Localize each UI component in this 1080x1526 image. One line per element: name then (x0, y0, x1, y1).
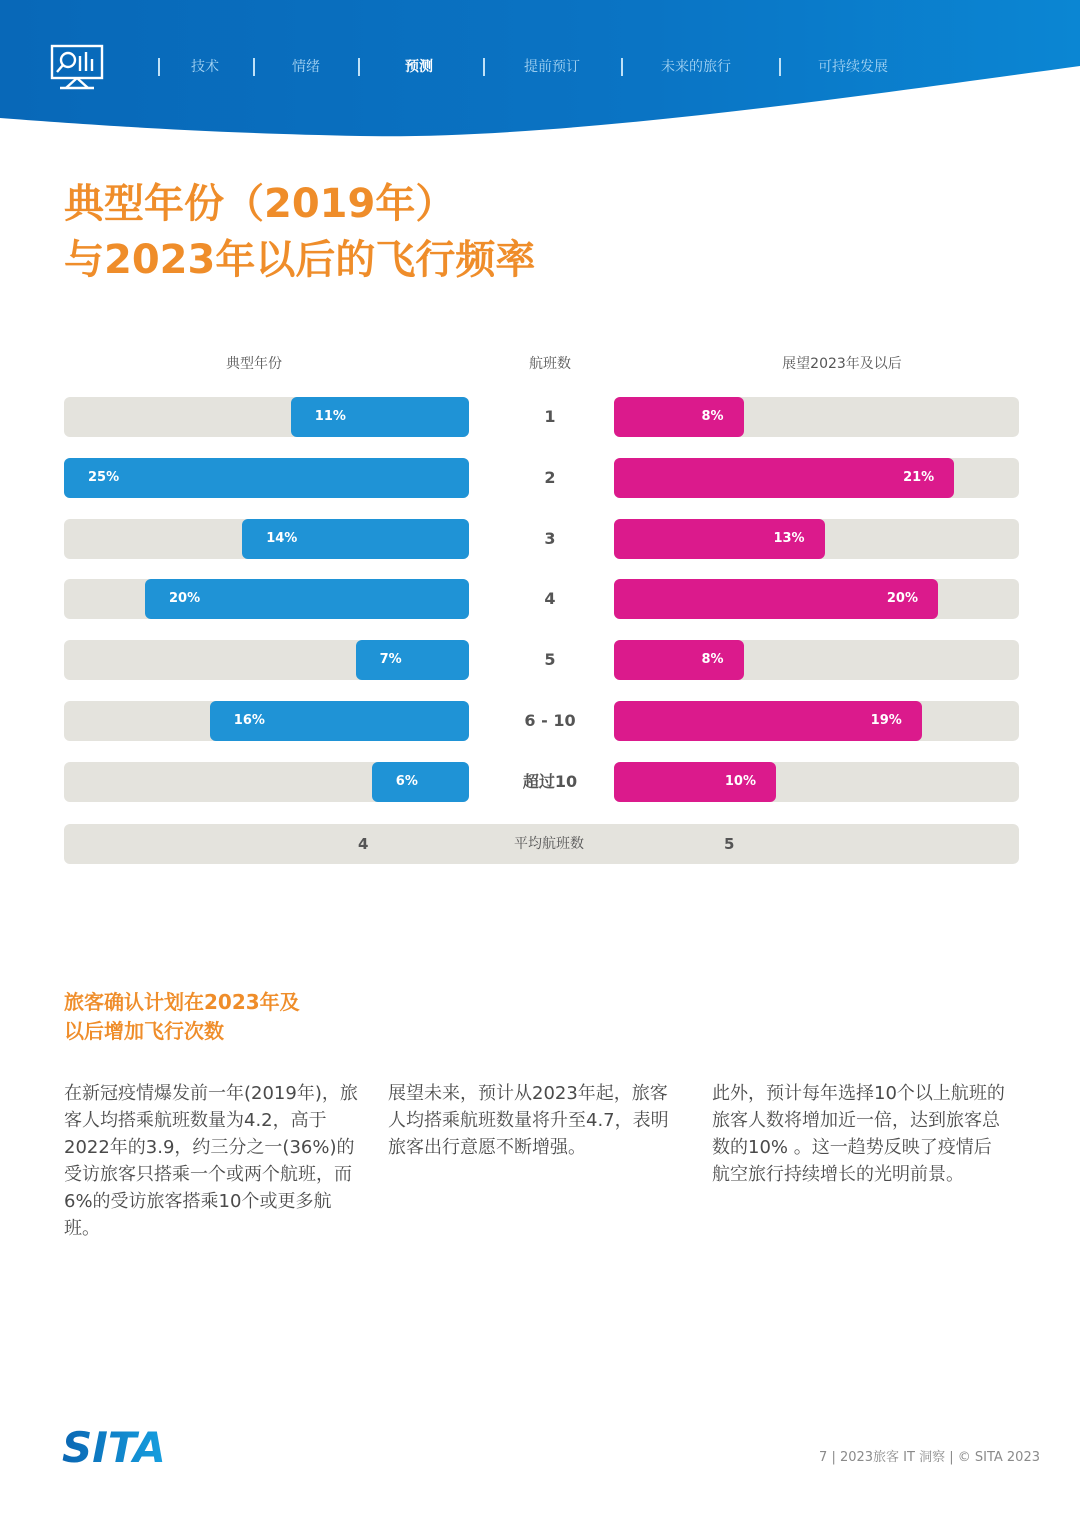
nav-item-tech[interactable]: 技术 (191, 59, 219, 75)
page-footer-info: 7 | 2023旅客 IT 洞察 | © SITA 2023 (819, 1450, 1040, 1465)
nav-item-forecast[interactable]: 预测 (405, 59, 433, 75)
outlook-2023-bar (614, 640, 744, 680)
average-left-value: 4 (358, 835, 369, 853)
flight-count-category: 1 (544, 407, 556, 426)
nav-item-sentiment[interactable]: 情绪 (292, 59, 320, 75)
typical-year-value-label: 16% (233, 713, 265, 728)
section-heading-line-2: 以后增加飞行次数 (64, 1019, 224, 1043)
right-bar-track (614, 640, 1019, 680)
typical-year-value-label: 11% (314, 409, 346, 424)
outlook-2023-bar (614, 701, 922, 741)
right-bar-track (614, 579, 1019, 619)
outlook-2023-bar (614, 397, 744, 437)
average-label: 平均航班数 (514, 836, 584, 852)
typical-year-bar (291, 397, 469, 437)
left-bar-track (64, 640, 469, 680)
nav-separator (483, 58, 485, 76)
nav-separator (253, 58, 255, 76)
center-column-header: 航班数 (529, 356, 571, 372)
typical-year-value-label: 14% (266, 531, 298, 546)
paragraph-1: 在新冠疫情爆发前一年(2019年)，旅客人均搭乘航班数量为4.2，高于2022年的3.9，约三分之一(36%)的受访旅客只搭乘一个或两个航班，而6%的受访旅客搭乘10个或更多航班。 (64, 1083, 358, 1239)
sita-logo[interactable] (62, 1424, 182, 1468)
left-column-header: 典型年份 (226, 356, 282, 372)
outlook-2023-bar (614, 519, 825, 559)
page-title (64, 176, 535, 288)
page-title-line-1: 典型年份（2019年） (64, 181, 456, 227)
typical-year-bar (210, 701, 469, 741)
right-bar-track (614, 397, 1019, 437)
section-heading (64, 988, 300, 1046)
nav-item-future-travel[interactable]: 未来的旅行 (661, 59, 731, 75)
sita-logo-text: SITA (62, 1424, 166, 1468)
paragraph-3: 此外，预计每年选择10个以上航班的旅客人数将增加近一倍，达到旅客总数的10% 。这一趋势反映了疫情后航空旅行持续增长的光明前景。 (712, 1083, 1005, 1185)
nav-separator (358, 58, 360, 76)
left-bar-track (64, 397, 469, 437)
flight-count-category: 3 (544, 529, 556, 548)
left-bar-track (64, 762, 469, 802)
left-bar-track (64, 701, 469, 741)
paragraph-2: 展望未来，预计从2023年起，旅客人均搭乘航班数量将升至4.7，表明旅客出行意愿不断增强。 (388, 1083, 669, 1158)
typical-year-value-label: 25% (88, 470, 120, 485)
flight-count-category: 2 (544, 468, 556, 487)
right-bar-track (614, 762, 1019, 802)
flight-count-category: 超过10 (522, 772, 578, 791)
outlook-2023-value-label: 10% (724, 774, 756, 789)
outlook-2023-value-label: 21% (903, 470, 935, 485)
outlook-2023-value-label: 8% (701, 652, 724, 667)
left-bar-track (64, 458, 469, 498)
typical-year-bar (242, 519, 469, 559)
typical-year-bar (372, 762, 469, 802)
nav-item-advance-booking[interactable]: 提前预订 (524, 59, 580, 75)
outlook-2023-bar (614, 762, 776, 802)
right-bar-track (614, 519, 1019, 559)
outlook-2023-bar (614, 458, 954, 498)
right-column-header: 展望2023年及以后 (782, 356, 902, 372)
right-bar-track (614, 458, 1019, 498)
left-bar-track (64, 579, 469, 619)
typical-year-value-label: 6% (395, 774, 418, 789)
nav-separator (158, 58, 160, 76)
page-title-line-2: 与2023年以后的飞行频率 (64, 237, 536, 283)
outlook-2023-bar (614, 579, 938, 619)
nav-separator (779, 58, 781, 76)
section-heading-line-1: 旅客确认计划在2023年及 (64, 990, 300, 1014)
flight-count-category: 6 - 10 (524, 711, 576, 730)
right-bar-track (614, 701, 1019, 741)
nav-item-sustainability[interactable]: 可持续发展 (818, 59, 888, 75)
left-bar-track (64, 519, 469, 559)
flight-count-category: 4 (544, 589, 556, 608)
average-right-value: 5 (724, 835, 735, 853)
outlook-2023-value-label: 20% (886, 591, 918, 606)
typical-year-bar (64, 458, 469, 498)
typical-year-bar (145, 579, 469, 619)
nav-separator (621, 58, 623, 76)
typical-year-value-label: 20% (169, 591, 201, 606)
typical-year-value-label: 7% (379, 652, 402, 667)
top-nav (0, 56, 1080, 80)
average-flights-row (64, 824, 1019, 864)
flight-count-category: 5 (544, 650, 556, 669)
typical-year-bar (356, 640, 469, 680)
outlook-2023-value-label: 13% (773, 531, 805, 546)
outlook-2023-value-label: 19% (870, 713, 902, 728)
outlook-2023-value-label: 8% (701, 409, 724, 424)
